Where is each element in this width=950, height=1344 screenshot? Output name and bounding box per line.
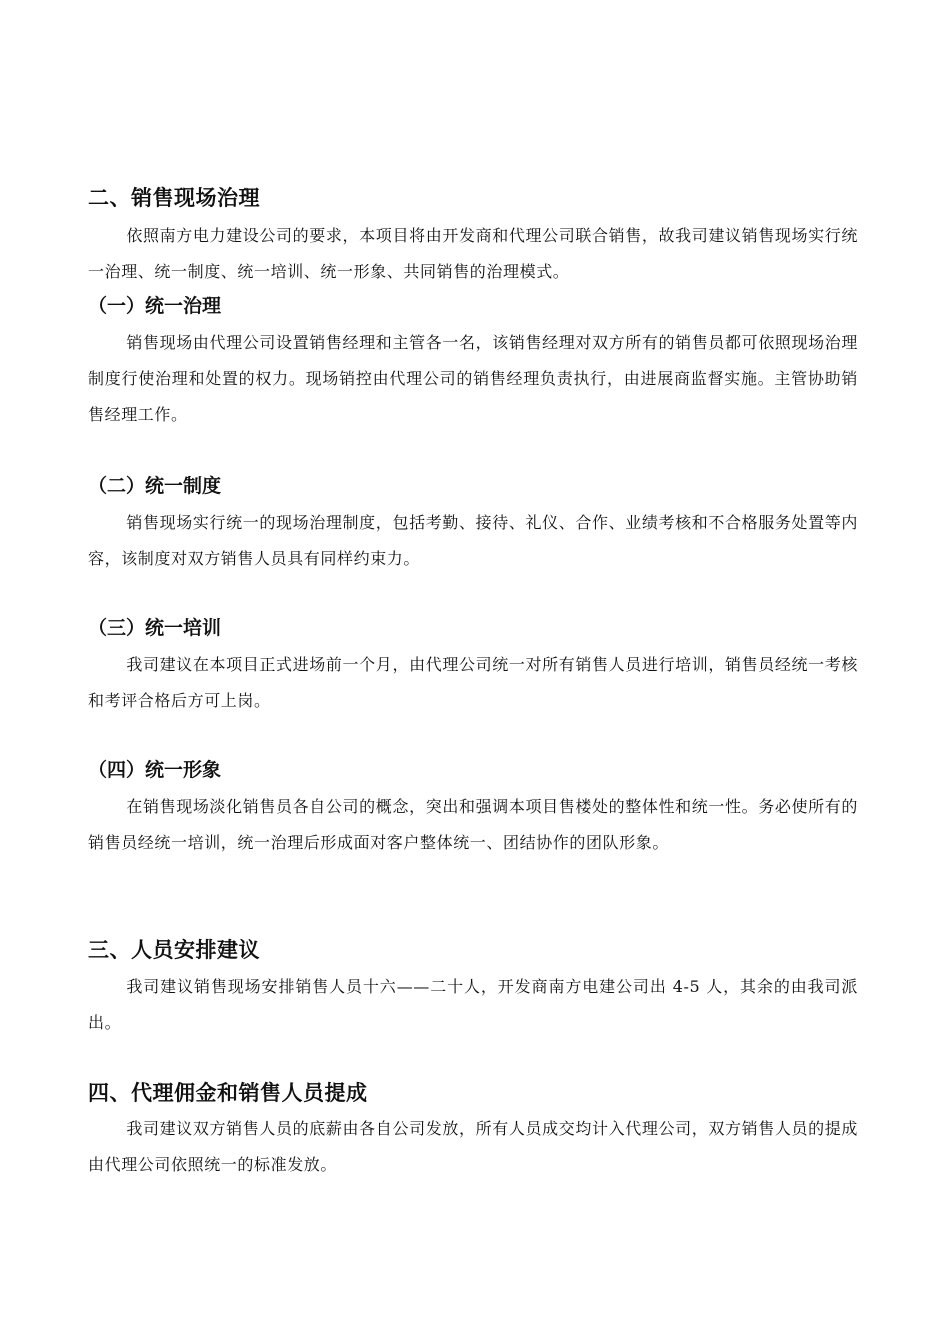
subsection-heading-unified-image: （四）统一形象 (88, 759, 222, 781)
section-heading-sales-site-management: 二、销售现场治理 (88, 186, 260, 210)
paragraph-staffing: 我司建议销售现场安排销售人员十六——二十人，开发商南方电建公司出 4-5 人，其余的由我司派出。 (88, 977, 858, 1032)
paragraph-commission: 我司建议双方销售人员的底薪由各自公司发放，所有人员成交均计入代理公司，双方销售人员的提成由代理公司依照统一的标准发放。 (88, 1119, 858, 1174)
paragraph-unified-system: 销售现场实行统一的现场治理制度，包括考勤、接待、礼仪、合作、业绩考核和不合格服务处置等内容，该制度对双方销售人员具有同样约束力。 (88, 513, 858, 568)
section-heading-staffing: 三、人员安排建议 (88, 938, 260, 962)
paragraph-unified-training: 我司建议在本项目正式进场前一个月，由代理公司统一对所有销售人员进行培训，销售员经统一考核和考评合格后方可上岗。 (88, 655, 858, 710)
paragraph-sales-site-management: 依照南方电力建设公司的要求，本项目将由开发商和代理公司联合销售，故我司建议销售现场实行统一治理、统一制度、统一培训、统一形象、共同销售的治理模式。 (88, 226, 858, 281)
subsection-heading-unified-management: （一）统一治理 (88, 295, 222, 317)
paragraph-unified-management: 销售现场由代理公司设置销售经理和主管各一名，该销售经理对双方所有的销售员都可依照现场治理制度行使治理和处置的权力。现场销控由代理公司的销售经理负责执行，由进展商监督实施。主管协助销售经理工作。 (88, 333, 858, 424)
section-heading-commission: 四、代理佣金和销售人员提成 (88, 1081, 368, 1105)
subsection-heading-unified-system: （二）统一制度 (88, 475, 222, 497)
paragraph-unified-image: 在销售现场淡化销售员各自公司的概念，突出和强调本项目售楼处的整体性和统一性。务必使所有的销售员经统一培训，统一治理后形成面对客户整体统一、团结协作的团队形象。 (88, 797, 858, 852)
subsection-heading-unified-training: （三）统一培训 (88, 617, 222, 639)
